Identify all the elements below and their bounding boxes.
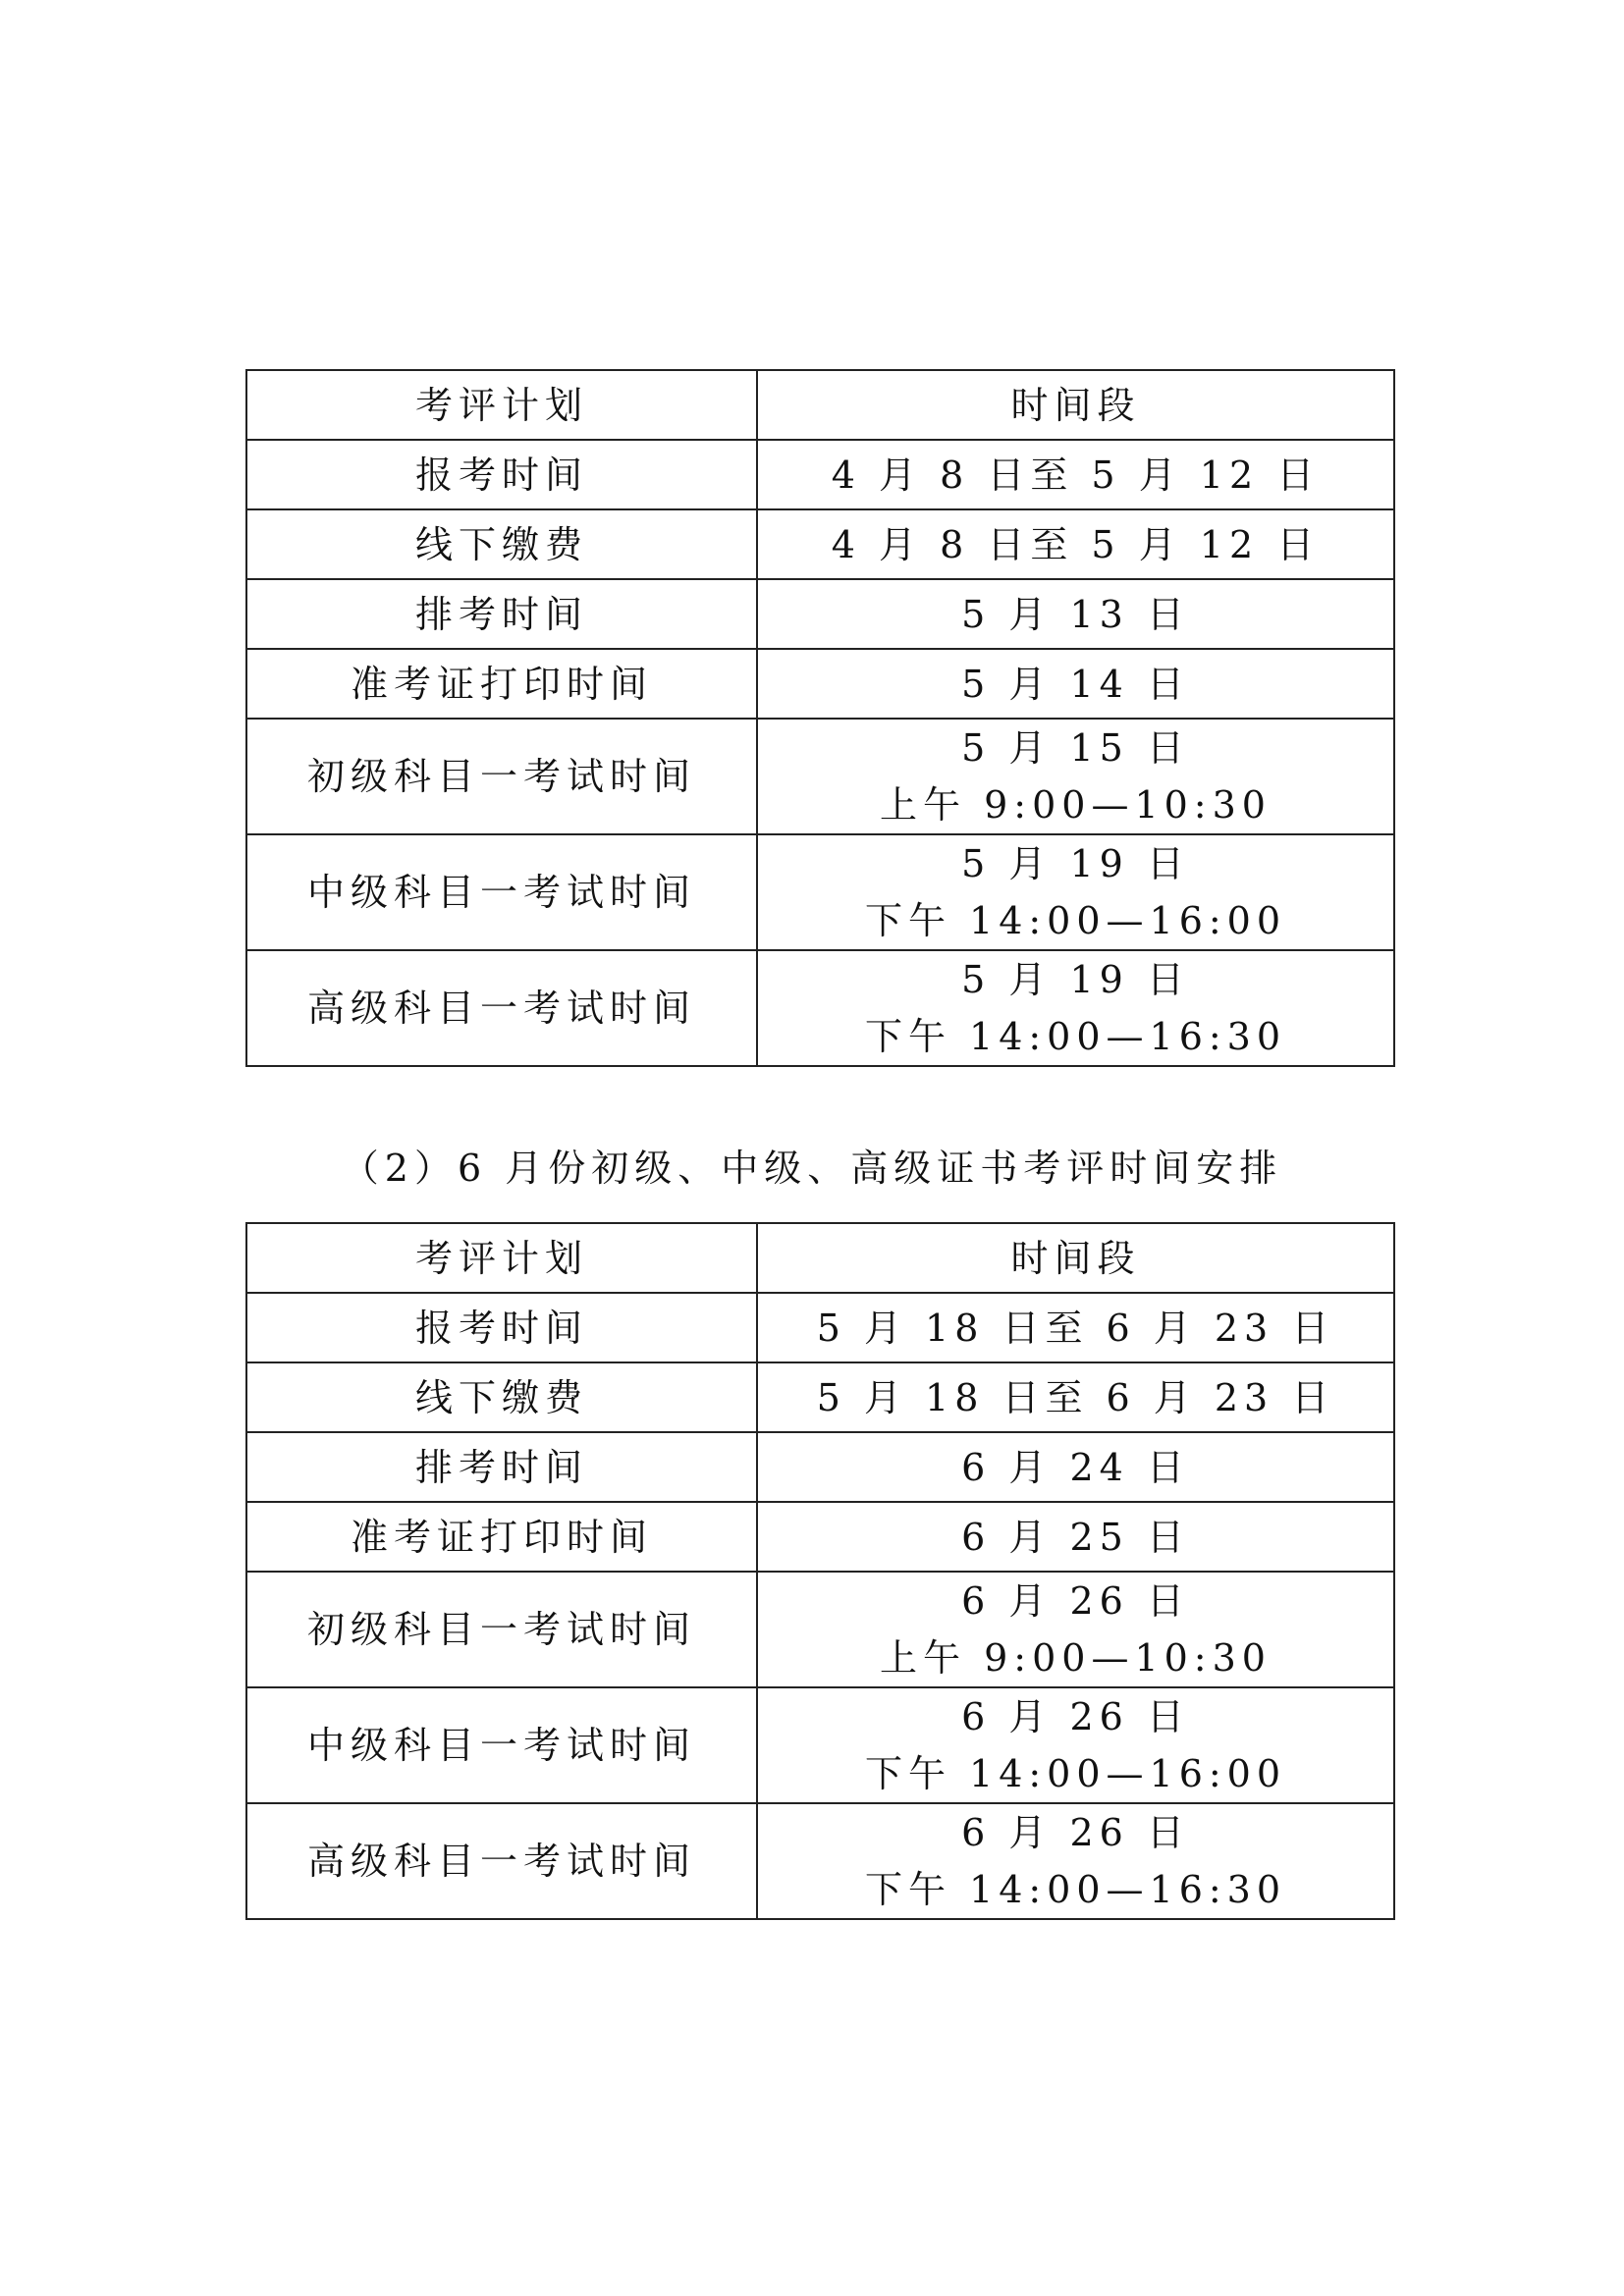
plan-cell: 线下缴费	[246, 1362, 757, 1432]
table-row	[246, 1687, 1394, 1803]
table-row	[246, 834, 1394, 950]
date-text: 4 月 8 日至 5 月 12 日	[831, 453, 1321, 497]
plan-cell: 准考证打印时间	[246, 649, 757, 719]
date-text: 5 月 18 日至 6 月 23 日	[816, 1375, 1335, 1419]
section-caption-june: （2）6 月份初级、中级、高级证书考评时间安排	[341, 1147, 1283, 1190]
plan-cell: 准考证打印时间	[246, 1502, 757, 1572]
table-row	[246, 579, 1394, 649]
table-row	[246, 950, 1394, 1066]
plan-cell: 线下缴费	[246, 509, 757, 579]
header-cell: 考评计划	[246, 370, 757, 440]
plan-cell: 中级科目一考试时间	[246, 834, 757, 950]
date-text: 5 月 19 日	[961, 842, 1190, 885]
table-row	[246, 440, 1394, 509]
date-text: 5 月 14 日	[961, 662, 1190, 706]
date-text: 6 月 24 日	[961, 1445, 1190, 1489]
plan-cell: 报考时间	[246, 1293, 757, 1362]
plan-cell: 高级科目一考试时间	[246, 1803, 757, 1919]
date-text: 4 月 8 日至 5 月 12 日	[831, 522, 1321, 566]
schedule-table-april-may	[245, 369, 1395, 1067]
time-cell	[757, 1432, 1394, 1502]
time-cell	[757, 579, 1394, 649]
date-text: 5 月 15 日	[961, 726, 1190, 770]
time-range-text: 下午 14:00—16:00	[864, 1752, 1287, 1795]
time-cell	[757, 1687, 1394, 1803]
plan-cell: 初级科目一考试时间	[246, 1572, 757, 1687]
header-cell: 时间段	[757, 1223, 1394, 1293]
plan-cell: 中级科目一考试时间	[246, 1687, 757, 1803]
time-cell	[757, 1293, 1394, 1362]
table-row	[246, 719, 1394, 834]
time-cell	[757, 1803, 1394, 1919]
time-cell	[757, 719, 1394, 834]
time-range-text: 上午 9:00—10:30	[880, 1636, 1272, 1680]
header-cell: 时间段	[757, 370, 1394, 440]
table-row	[246, 649, 1394, 719]
table-row	[246, 1502, 1394, 1572]
date-text: 5 月 19 日	[961, 958, 1190, 1001]
date-text: 6 月 26 日	[961, 1579, 1190, 1623]
plan-cell: 初级科目一考试时间	[246, 719, 757, 834]
time-cell	[757, 1362, 1394, 1432]
table-row	[246, 1572, 1394, 1687]
table-row	[246, 1432, 1394, 1502]
time-cell	[757, 1572, 1394, 1687]
time-cell	[757, 509, 1394, 579]
time-range-text: 上午 9:00—10:30	[880, 783, 1272, 827]
time-cell	[757, 440, 1394, 509]
table-header-row	[246, 1223, 1394, 1293]
time-cell	[757, 1502, 1394, 1572]
table-header-row	[246, 370, 1394, 440]
plan-cell: 排考时间	[246, 579, 757, 649]
time-range-text: 下午 14:00—16:00	[864, 899, 1287, 942]
date-text: 5 月 13 日	[961, 592, 1190, 636]
date-text: 6 月 26 日	[961, 1811, 1190, 1854]
schedule-table-june	[245, 1222, 1395, 1920]
time-range-text: 下午 14:00—16:30	[864, 1015, 1287, 1058]
time-cell	[757, 950, 1394, 1066]
time-range-text: 下午 14:00—16:30	[864, 1868, 1287, 1911]
date-text: 5 月 18 日至 6 月 23 日	[816, 1306, 1335, 1350]
time-cell	[757, 834, 1394, 950]
table-row	[246, 1803, 1394, 1919]
table-row	[246, 1362, 1394, 1432]
time-cell	[757, 649, 1394, 719]
plan-cell: 排考时间	[246, 1432, 757, 1502]
plan-cell: 报考时间	[246, 440, 757, 509]
table-row	[246, 509, 1394, 579]
date-text: 6 月 26 日	[961, 1695, 1190, 1738]
date-text: 6 月 25 日	[961, 1515, 1190, 1559]
plan-cell: 高级科目一考试时间	[246, 950, 757, 1066]
table-row	[246, 1293, 1394, 1362]
header-cell: 考评计划	[246, 1223, 757, 1293]
